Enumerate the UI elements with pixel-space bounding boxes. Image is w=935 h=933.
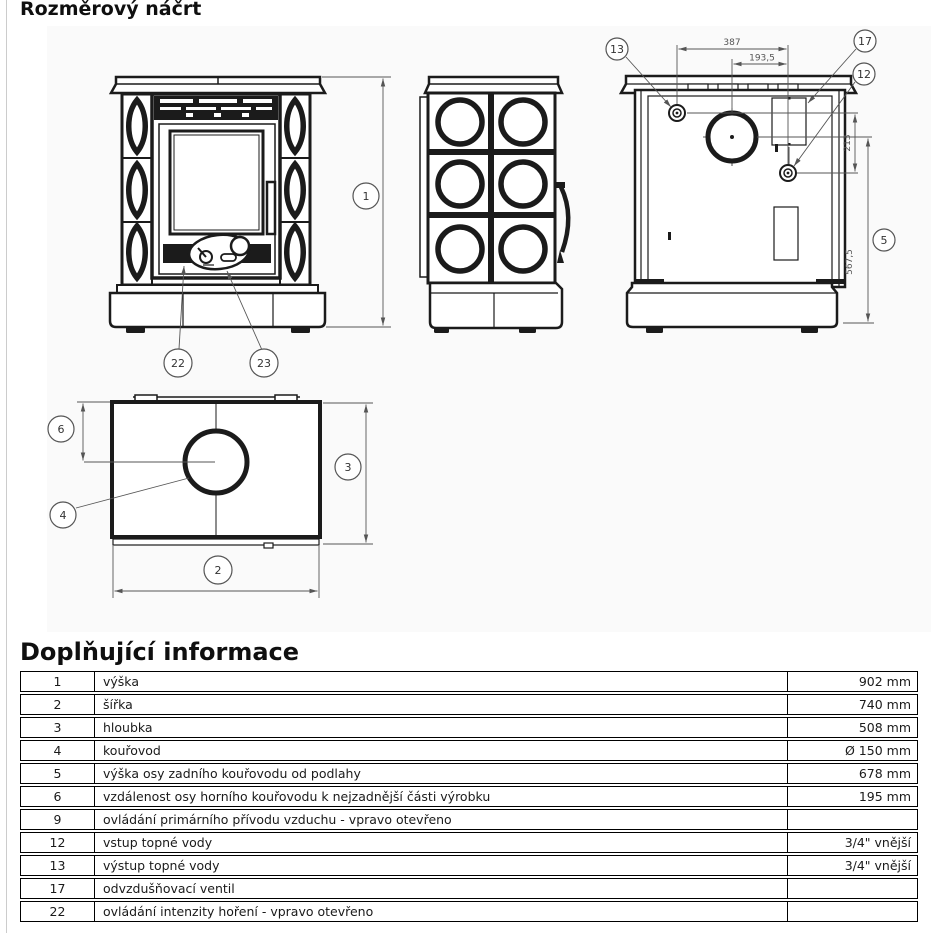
table-row [20, 832, 918, 853]
row-label: ovládání primárního přívodu vzduchu - vpravo otevřeno [103, 812, 452, 827]
svg-text:17: 17 [858, 35, 872, 48]
table-row [20, 809, 918, 830]
row-number: 6 [21, 787, 95, 806]
table-row [20, 740, 918, 761]
svg-text:22: 22 [171, 357, 185, 370]
dim-193-5: 193,5 [749, 53, 775, 64]
row-number: 4 [21, 741, 95, 760]
row-value [787, 810, 917, 829]
door-glass [170, 131, 263, 234]
rear-plinth [627, 283, 837, 327]
row-label: kouřovod [103, 743, 161, 758]
row-value [787, 902, 917, 921]
callout-4 [50, 502, 76, 528]
row-number: 1 [21, 672, 95, 691]
section-title: Doplňující informace [20, 638, 300, 666]
svg-text:13: 13 [610, 43, 624, 56]
row-label: vzdálenost osy horního kouřovodu k nejzadnější části výrobku [103, 789, 491, 804]
row-number: 12 [21, 833, 95, 852]
callout-1 [353, 183, 379, 209]
svg-text:1: 1 [362, 190, 370, 203]
front-view [110, 77, 325, 333]
rear-lower-panel [774, 207, 798, 260]
table-row [20, 901, 918, 922]
row-number: 5 [21, 764, 95, 783]
row-number: 9 [21, 810, 95, 829]
svg-text:12: 12 [857, 68, 871, 81]
vent-grille [154, 96, 278, 120]
svg-text:4: 4 [59, 509, 67, 522]
row-value: 508 mm [787, 718, 917, 737]
row-value [787, 879, 917, 898]
front-plinth [110, 293, 325, 327]
dim-567-5: 567,5 [845, 249, 855, 275]
row-label: hloubka [103, 720, 153, 735]
top-front-lip [113, 539, 319, 545]
callout-13 [606, 38, 628, 60]
info-table [20, 671, 918, 924]
row-number: 2 [21, 695, 95, 714]
water-inlet-fitting [780, 165, 796, 181]
water-outlet-fitting [669, 105, 685, 121]
side-plinth [430, 283, 562, 328]
side-view [420, 77, 568, 333]
row-label: vstup topné vody [103, 835, 213, 850]
callout-17 [854, 30, 876, 52]
row-label: ovládání intenzity hoření - vpravo otevřeno [103, 904, 374, 919]
callout-23 [250, 349, 278, 377]
row-label: výška osy zadního kouřovodu od podlahy [103, 766, 361, 781]
table-row [20, 717, 918, 738]
callout-6 [48, 416, 74, 442]
table-row [20, 671, 918, 692]
row-label: odvzdušňovací ventil [103, 881, 235, 896]
front-foot-left [126, 327, 145, 333]
svg-text:6: 6 [57, 423, 65, 436]
top-view [112, 395, 320, 548]
table-row [20, 694, 918, 715]
row-value: 3/4" vnější [787, 856, 917, 875]
svg-text:23: 23 [257, 357, 271, 370]
callout-5 [873, 229, 895, 251]
row-label: výška [103, 674, 139, 689]
row-number: 22 [21, 902, 95, 921]
table-row [20, 763, 918, 784]
page-title: Rozměrový náčrt [20, 0, 202, 20]
callout-3 [335, 454, 361, 480]
table-row [20, 855, 918, 876]
svg-text:2: 2 [214, 564, 222, 577]
table-row [20, 878, 918, 899]
door-handle [267, 182, 275, 234]
svg-text:5: 5 [880, 234, 888, 247]
row-number: 13 [21, 856, 95, 875]
side-cornice [425, 77, 562, 93]
row-value: 3/4" vnější [787, 833, 917, 852]
row-number: 17 [21, 879, 95, 898]
row-value: 195 mm [787, 787, 917, 806]
table-row [20, 786, 918, 807]
row-label: šířka [103, 697, 133, 712]
callout-22 [164, 349, 192, 377]
svg-text:3: 3 [344, 461, 352, 474]
row-label: výstup topné vody [103, 858, 220, 873]
row-value: 740 mm [787, 695, 917, 714]
row-value: Ø 150 mm [787, 741, 917, 760]
dim-387: 387 [723, 38, 741, 48]
row-value: 678 mm [787, 764, 917, 783]
callout-12 [853, 63, 875, 85]
rear-view [621, 76, 856, 333]
vent-valve-box [772, 98, 806, 145]
row-number: 3 [21, 718, 95, 737]
callout-2 [204, 556, 232, 584]
dim-213: 213 [843, 134, 853, 152]
row-value: 902 mm [787, 672, 917, 691]
front-foot-right [291, 327, 310, 333]
intensity-slider [221, 254, 236, 261]
